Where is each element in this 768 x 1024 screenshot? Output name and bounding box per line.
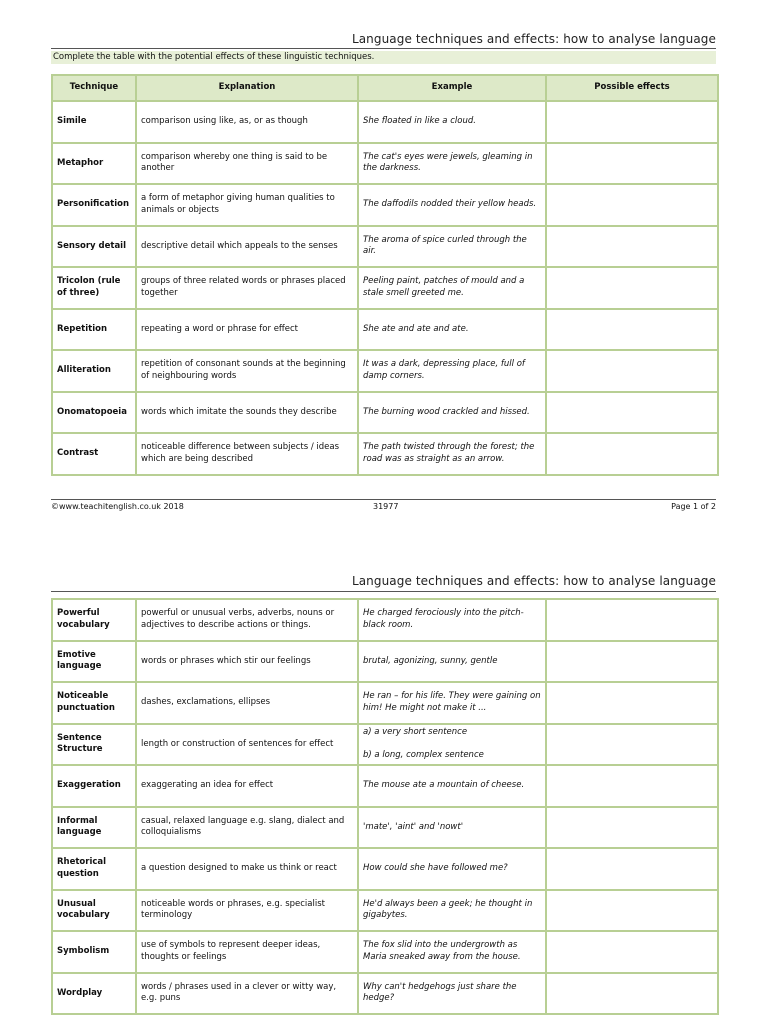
column-header-explanation: Explanation [136,75,358,101]
technique-explanation: noticeable words or phrases, e.g. specialist terminology [136,890,358,932]
possible-effects-cell[interactable] [546,267,718,309]
possible-effects-cell[interactable] [546,807,718,849]
header-divider-2 [51,591,716,592]
technique-explanation: a question designed to make us think or react [136,848,358,890]
column-header-possible-effects: Possible effects [546,75,718,101]
technique-name: Onomatopoeia [52,392,136,434]
technique-example: How could she have followed me? [358,848,546,890]
technique-example: The mouse ate a mountain of cheese. [358,765,546,807]
page-title-2: Language techniques and effects: how to analyse language [351,574,716,588]
technique-example-a: a) a very short sentence [363,727,468,738]
technique-explanation: powerful or unusual verbs, adverbs, nouns or adjectives to describe actions or things. [136,599,358,641]
technique-example: The path twisted through the forest; the road was as straight as an arrow. [358,433,546,475]
possible-effects-cell[interactable] [546,641,718,683]
table-row [52,184,718,226]
possible-effects-cell[interactable] [546,101,718,143]
technique-name: Alliteration [52,350,136,392]
technique-example: The burning wood crackled and hissed. [358,392,546,434]
possible-effects-cell[interactable] [546,433,718,475]
technique-name: Contrast [52,433,136,475]
technique-name: Metaphor [52,143,136,185]
technique-example: The daffodils nodded their yellow heads. [358,184,546,226]
technique-name: Symbolism [52,931,136,973]
table-row [52,931,718,973]
table-row [52,226,718,268]
technique-explanation: use of symbols to represent deeper ideas, thoughts or feelings [136,931,358,973]
possible-effects-cell[interactable] [546,309,718,351]
table-row [52,309,718,351]
column-header-example: Example [358,75,546,101]
technique-explanation: a form of metaphor giving human qualities to animals or objects [136,184,358,226]
technique-name: Sensory detail [52,226,136,268]
technique-example: It was a dark, depressing place, full of damp corners. [358,350,546,392]
page-title: Language techniques and effects: how to analyse language [351,32,716,46]
technique-example: Peeling paint, patches of mould and a stale smell greeted me. [358,267,546,309]
technique-example: The fox slid into the undergrowth as Maria sneaked away from the house. [358,931,546,973]
technique-name: Unusual vocabulary [52,890,136,932]
possible-effects-cell[interactable] [546,765,718,807]
technique-example: Why can't hedgehogs just share the hedge? [358,973,546,1015]
table-row [52,848,718,890]
possible-effects-cell[interactable] [546,890,718,932]
table-row [52,433,718,475]
technique-explanation: exaggerating an idea for effect [136,765,358,807]
technique-example: The cat's eyes were jewels, gleaming in the darkness. [358,143,546,185]
techniques-table [51,74,719,476]
footer-page-number: Page 1 of 2 [671,502,716,511]
technique-explanation: noticeable difference between subjects / ideas which are being described [136,433,358,475]
technique-name: Rhetorical question [52,848,136,890]
technique-example: He charged ferociously into the pitch-black room. [358,599,546,641]
technique-name: Sentence Structure [52,724,136,766]
technique-example: The aroma of spice curled through the air. [358,226,546,268]
instruction-text: Complete the table with the potential effects of these linguistic techniques. [51,51,716,64]
technique-explanation: length or construction of sentences for effect [136,724,358,766]
table-row [52,101,718,143]
technique-explanation: comparison using like, as, or as though [136,101,358,143]
table-row [52,890,718,932]
technique-explanation: descriptive detail which appeals to the senses [136,226,358,268]
technique-example: He ran – for his life. They were gaining on him! He might not make it ... [358,682,546,724]
table-row [52,599,718,641]
possible-effects-cell[interactable] [546,226,718,268]
technique-name: Exaggeration [52,765,136,807]
table-row [52,143,718,185]
table-row [52,350,718,392]
technique-example: She ate and ate and ate. [358,309,546,351]
technique-name: Informal language [52,807,136,849]
technique-example-b: b) a long, complex sentence [363,749,484,760]
possible-effects-cell[interactable] [546,848,718,890]
possible-effects-cell[interactable] [546,392,718,434]
technique-name: Repetition [52,309,136,351]
technique-name: Tricolon (rule of three) [52,267,136,309]
table-row [52,765,718,807]
techniques-table-2 [51,598,719,1015]
technique-explanation: words which imitate the sounds they describe [136,392,358,434]
footer-copyright: ©www.teachitenglish.co.uk 2018 [51,502,184,511]
table-row [52,724,718,766]
possible-effects-cell[interactable] [546,350,718,392]
technique-explanation: words or phrases which stir our feelings [136,641,358,683]
technique-explanation: comparison whereby one thing is said to be another [136,143,358,185]
table-header-row [52,75,718,101]
table-row [52,267,718,309]
table-row [52,807,718,849]
table-row [52,641,718,683]
technique-example: She floated in like a cloud. [358,101,546,143]
technique-example: He'd always been a geek; he thought in gigabytes. [358,890,546,932]
footer-resource-code: 31977 [373,502,399,511]
possible-effects-cell[interactable] [546,184,718,226]
technique-explanation: repeating a word or phrase for effect [136,309,358,351]
page-footer [51,499,716,514]
technique-name: Simile [52,101,136,143]
header-divider [51,48,716,49]
possible-effects-cell[interactable] [546,724,718,766]
technique-explanation: repetition of consonant sounds at the beginning of neighbouring words [136,350,358,392]
technique-name: Wordplay [52,973,136,1015]
technique-name: Noticeable punctuation [52,682,136,724]
column-header-technique: Technique [52,75,136,101]
technique-explanation: words / phrases used in a clever or witty way, e.g. puns [136,973,358,1015]
possible-effects-cell[interactable] [546,682,718,724]
table-row [52,973,718,1015]
possible-effects-cell[interactable] [546,931,718,973]
possible-effects-cell[interactable] [546,143,718,185]
technique-example: 'mate', 'aint' and 'nowt' [358,807,546,849]
technique-name: Emotive language [52,641,136,683]
technique-explanation: dashes, exclamations, ellipses [136,682,358,724]
technique-explanation: casual, relaxed language e.g. slang, dialect and colloquialisms [136,807,358,849]
technique-explanation: groups of three related words or phrases placed together [136,267,358,309]
technique-name: Powerful vocabulary [52,599,136,641]
table-row [52,682,718,724]
technique-example [358,724,546,766]
possible-effects-cell[interactable] [546,599,718,641]
technique-name: Personification [52,184,136,226]
technique-example: brutal, agonizing, sunny, gentle [358,641,546,683]
possible-effects-cell[interactable] [546,973,718,1015]
table-row [52,392,718,434]
